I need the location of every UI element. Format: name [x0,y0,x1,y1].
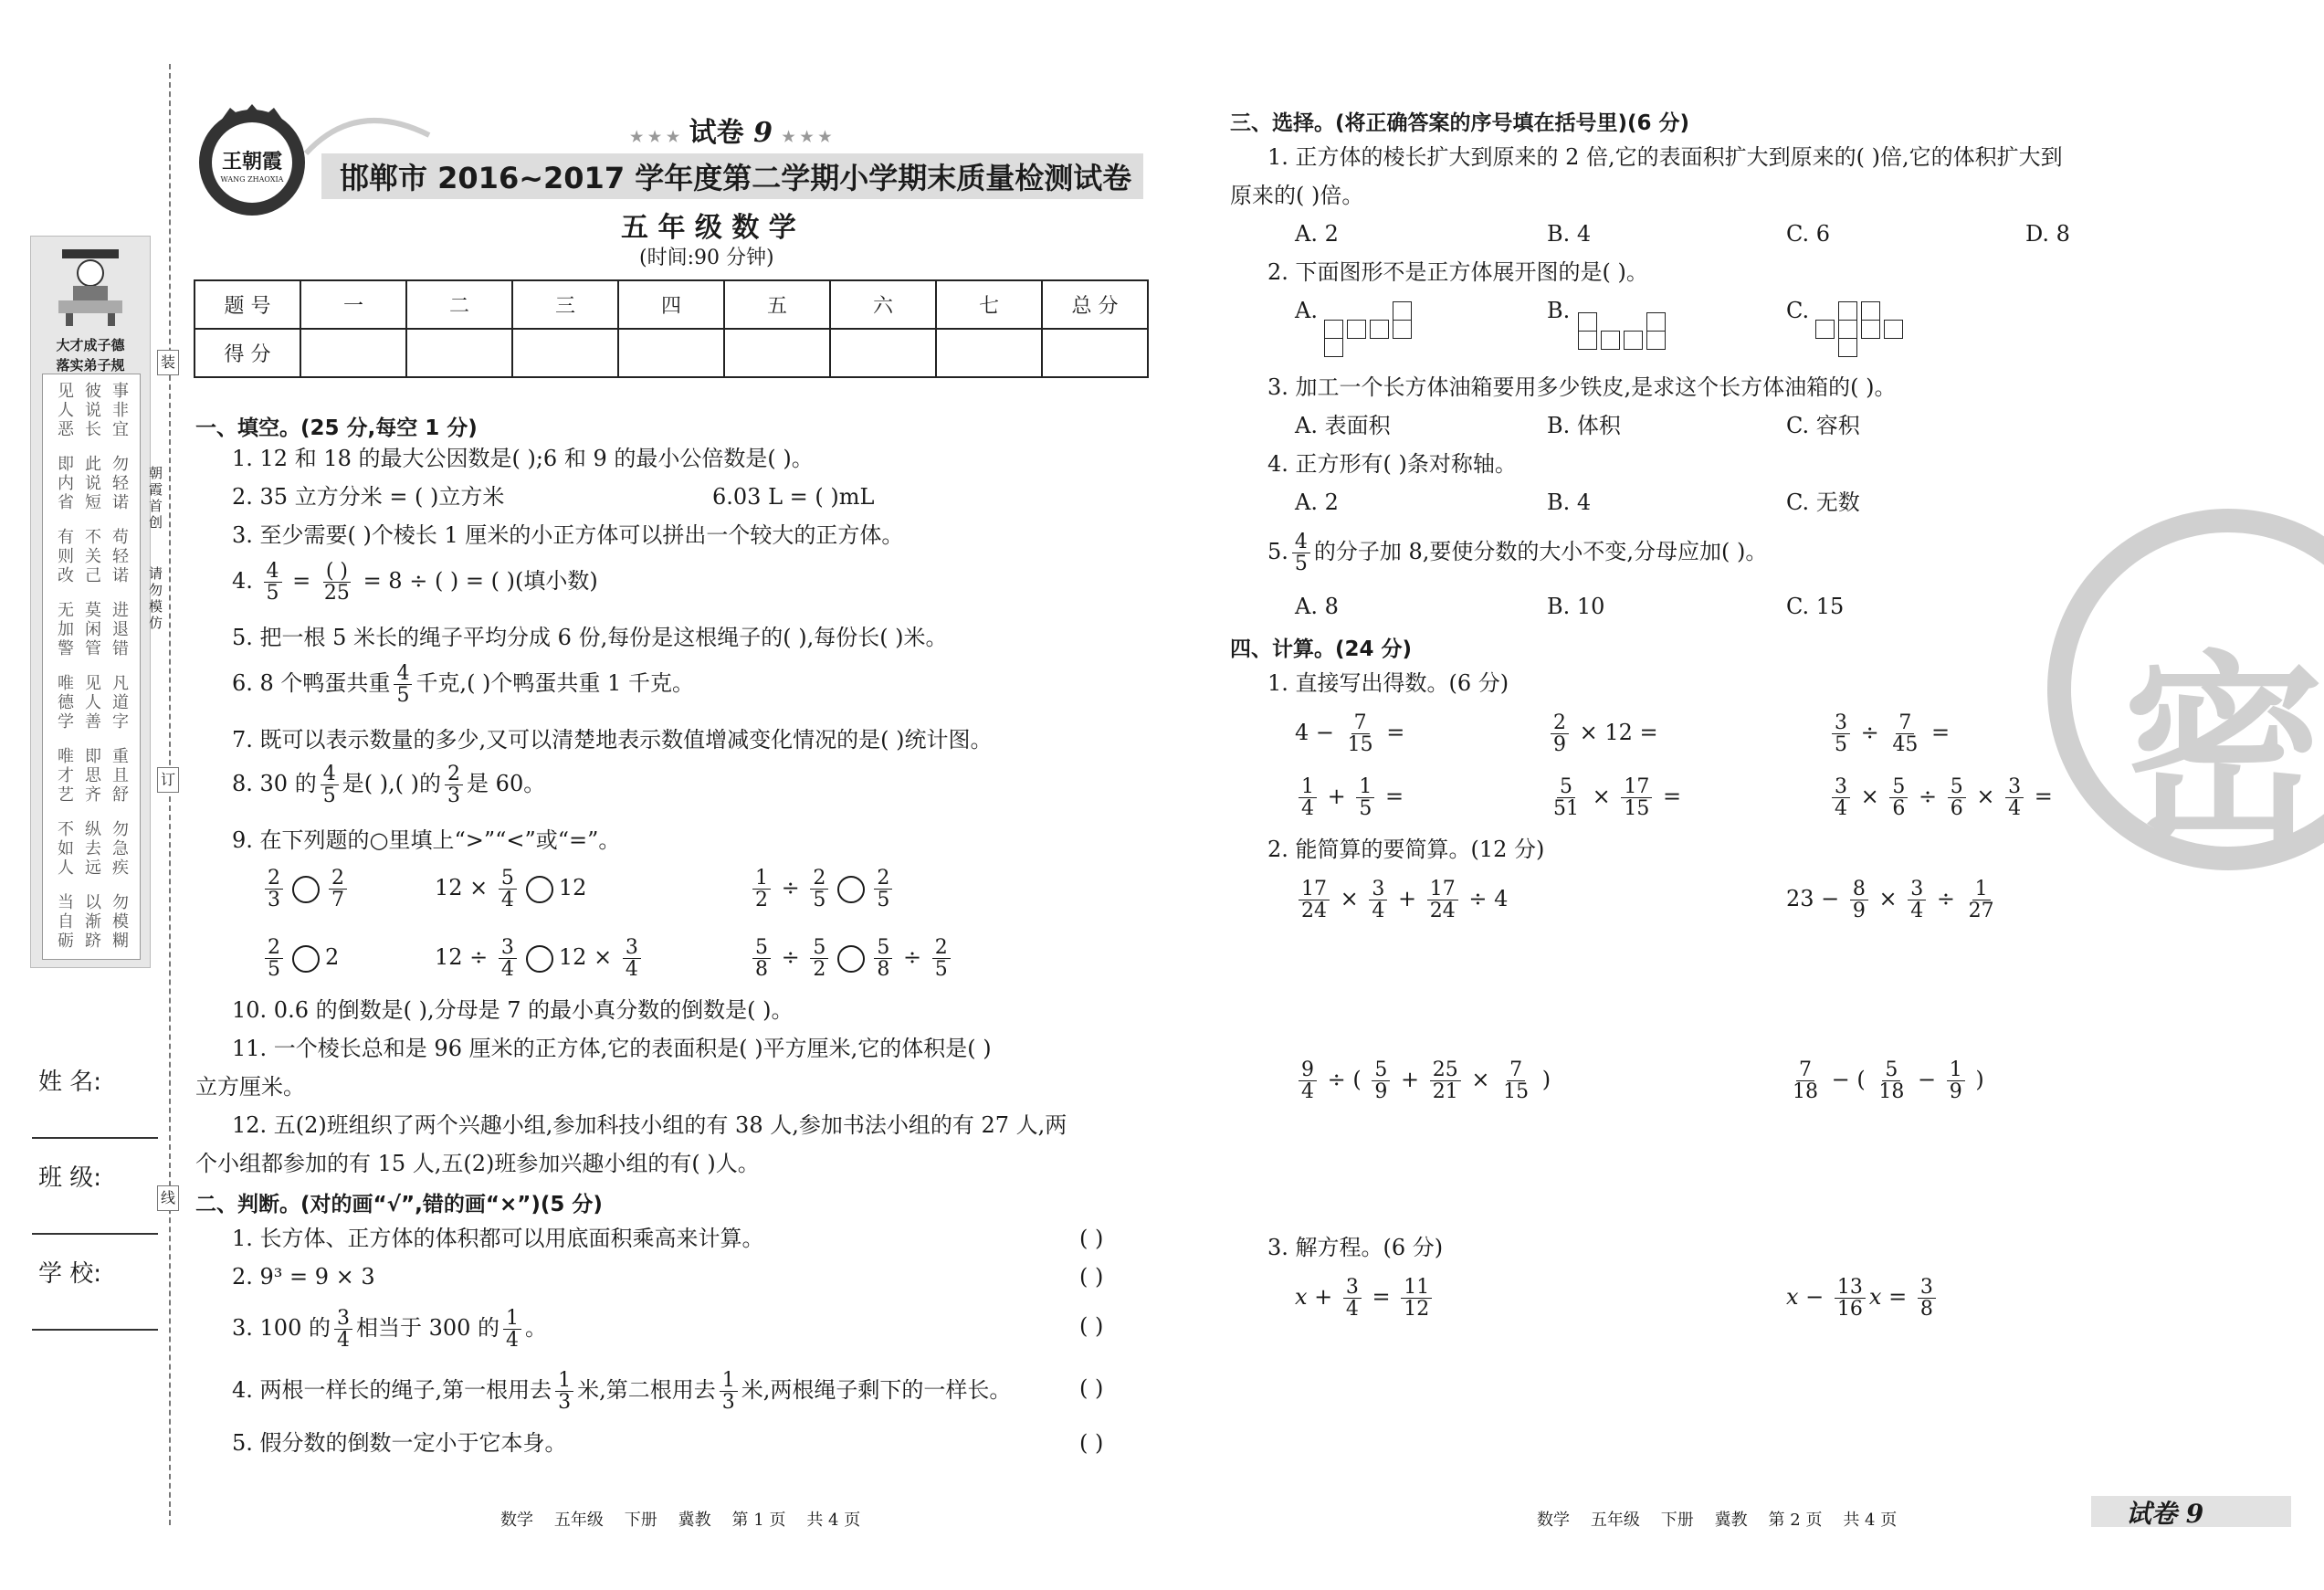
paper-label: ★ ★ ★ 试卷 9 ★ ★ ★ [630,117,832,149]
score-header: 总 分 [1042,280,1148,329]
notice-2: 请勿模仿 [147,566,163,632]
watermark-char: 密 [2123,631,2324,868]
s3-q3: 3. 加工一个长方体油箱要用多少铁皮,是求这个长方体油箱的( )。 [1267,374,1897,400]
logo [194,102,310,219]
poem-line: 纵去远 [82,820,101,878]
fraction: $\frac{4}{5}$ [394,663,412,706]
s1-q12a: 12. 五(2)班组织了两个兴趣小组,参加科技小组的有 38 人,参加书法小组的有 27 人,两 [232,1112,1067,1138]
compare-item: $\frac{1}{2}$ ÷ $\frac{2}{5}$ $\frac{2}{5}$ [749,868,896,911]
section1-heading: 一、填空。(25 分,每空 1 分) [195,416,478,440]
school-field[interactable] [32,1329,158,1331]
compare-circle[interactable] [837,945,865,973]
s1-q5: 5. 把一根 5 米长的绳子平均分成 6 份,每份是这根绳子的( ),每份长( )米。 [232,625,948,650]
option: C. [1786,298,1810,323]
calc-item: 23 − $\frac{8}{9}$ × $\frac{3}{4}$ ÷ $\frac{1}{27}$ [1786,878,1994,923]
page-title: 邯郸市 2016~2017 学年度第二学期小学期末质量检测试卷 [340,161,1132,195]
score-header: 四 [618,280,724,329]
s1-q2a: 2. 35 立方分米 = ( )立方米 [232,484,505,510]
motto-panel [30,236,151,968]
secret-watermark [2018,511,2324,868]
poem-line: 有则改 [55,528,74,585]
s1-q7: 7. 既可以表示数量的多少,又可以清楚地表示数值增减变化情况的是( )统计图。 [232,727,993,753]
poem-line: 即内省 [55,455,74,512]
s3-q4: 4. 正方形有( )条对称轴。 [1267,451,1517,477]
paper-label-text: 试卷 [689,117,744,149]
cube-net-b [1578,312,1678,358]
score-cell[interactable] [724,329,830,377]
answer-paren[interactable]: ( ) [1079,1313,1104,1339]
score-header: 二 [406,280,512,329]
answer-paren[interactable]: ( ) [1079,1226,1104,1251]
logo-subtext: WANG ZHAOXIA [220,175,284,184]
option: A. 2 [1295,221,1339,247]
s3-q1b: 原来的( )倍。 [1230,183,1364,208]
poem-line: 即思齐 [82,747,101,805]
class-label: 班 级: [38,1164,102,1192]
option: B. 4 [1547,490,1592,515]
footer-badge: 试卷 9 [2126,1499,2204,1529]
score-cell[interactable] [406,329,512,377]
poem-line: 当自砺 [55,893,74,951]
motto-bottom: 落实弟子规 [56,357,125,374]
s2-q1: 1. 长方体、正方体的体积都可以用底面积乘高来计算。 [232,1226,764,1251]
score-header: 三 [512,280,618,329]
name-field[interactable] [32,1137,158,1139]
poem-line: 此说短 [82,455,101,512]
score-row-label: 得 分 [195,329,300,377]
logo-text: 王朝霞 [221,150,282,174]
poem-line: 见人恶 [55,382,74,439]
option: D. 8 [2025,221,2070,247]
poem-line: 不如人 [55,820,74,878]
equation: x − $\frac{13}{16}$ x = $\frac{3}{8}$ [1786,1277,1940,1320]
notice-1: 朝霞首创 [147,466,163,532]
s2-q4: 4. 两根一样长的绳子,第一根用去 $\frac{1}{3}$ 米,第二根用去 $\frac{1}{3}$ 米,两根绳子剩下的一样长。 [232,1369,1012,1415]
option: A. 8 [1295,594,1339,619]
s2-q3: 3. 100 的 $\frac{3}{4}$ 相当于 300 的 $\frac{1}{4}$ 。 [232,1307,548,1353]
fraction: $\frac{4}{5}$ [264,561,282,604]
s1-q6: 6. 8 个鸭蛋共重 $\frac{4}{5}$ 千克,( )个鸭蛋共重 1 千克。 [232,662,694,708]
score-table [194,279,1149,378]
q-number: 4. [232,568,253,595]
score-cell[interactable] [830,329,936,377]
footer-left: 数学 五年级 下册 冀教 第 1 页 共 4 页 [500,1511,861,1530]
calc-item: $\frac{3}{4}$ × $\frac{5}{6}$ ÷ $\frac{5}{6}$ × $\frac{3}{4}$ = [1828,776,2053,819]
q4-rest: = 8 ÷ ( ) = ( )(填小数) [363,568,598,595]
poem-line: 苟轻诺 [110,528,129,585]
s1-q11a: 11. 一个棱长总和是 96 厘米的正方体,它的表面积是( )平方厘米,它的体积是( ) [232,1036,992,1061]
section4-heading: 四、计算。(24 分) [1230,637,1413,661]
score-cell[interactable] [936,329,1042,377]
poem-line: 见人善 [82,674,101,732]
poem-line: 莫闲管 [82,601,101,658]
s1-q3: 3. 至少需要( )个棱长 1 厘米的小正方体可以拼出一个较大的正方体。 [232,522,904,548]
option: C. 容积 [1786,413,1860,438]
poem-line: 勿轻诺 [110,455,129,512]
score-header: 题 号 [195,280,300,329]
s1-q10: 10. 0.6 的倒数是( ),分母是 7 的最小真分数的倒数是( )。 [232,997,794,1023]
s4-p2: 2. 能简算的要简算。(12 分) [1267,837,1545,862]
s1-q4: 4. $\frac{4}{5}$ = $\frac{( )}{25}$ = 8 ÷ ( ) = ( )(填小数) [232,560,598,605]
poem-line: 重且舒 [110,747,129,805]
s2-q2: 2. 9³ = 9 × 3 [232,1264,375,1290]
seal-char: 线 [157,1185,179,1211]
score-cell[interactable] [618,329,724,377]
compare-item: $\frac{2}{5}$ 2 [261,937,339,980]
option: A. 表面积 [1295,413,1391,438]
fraction: $\frac{( )}{25}$ [323,560,350,605]
compare-circle[interactable] [837,876,865,903]
section2-heading: 二、判断。(对的画“√”,错的画“×”)(5 分) [195,1193,603,1216]
s1-q8: 8. 30 的 $\frac{4}{5}$ 是( ),( )的 $\frac{2}{3}$ 是 60。 [232,763,546,808]
poem-line: 勿急疾 [110,820,129,878]
fraction: $\frac{4}{5}$ [321,763,339,806]
subject-title: 五 年 级 数 学 [621,212,796,244]
option: B. 10 [1547,594,1605,619]
compare-item: 12 ÷ $\frac{3}{4}$ 12 × $\frac{3}{4}$ [435,937,645,980]
calc-item: $\frac{17}{24}$ × $\frac{3}{4}$ + $\frac{17}{24}$ ÷ 4 [1295,879,1508,921]
calc-item: 4 − $\frac{7}{15}$ = [1295,711,1405,757]
score-header: 一 [300,280,406,329]
calc-item: $\frac{2}{9}$ × 12 = [1547,712,1658,755]
option: B. 4 [1547,221,1592,247]
option: C. 6 [1786,221,1831,247]
exam-time: (时间:90 分钟) [639,247,774,269]
answer-paren[interactable]: ( ) [1079,1430,1104,1456]
compare-item: $\frac{5}{8}$ ÷ $\frac{5}{2}$ $\frac{5}{8}$ ÷ $\frac{2}{5}$ [749,937,954,980]
compare-circle[interactable] [292,876,320,903]
poem-line: 以渐跻 [82,893,101,951]
s1-q1: 1. 12 和 18 的最大公因数是( );6 和 9 的最小公倍数是( )。 [232,446,814,471]
option: C. 15 [1786,594,1845,619]
option: B. [1547,298,1571,323]
paper-number: 9 [753,117,773,149]
s1-q2b: 6.03 L = ( )mL [712,484,875,510]
calc-item: $\frac{7}{18}$ − ( $\frac{5}{18}$ − $\frac{1}{9}$ ) [1793,1058,1984,1104]
left-margin [0,0,174,1590]
compare-circle[interactable] [292,945,320,973]
poem-line: 凡道字 [110,674,129,732]
score-header: 七 [936,280,1042,329]
option: C. 无数 [1786,490,1860,515]
school-label: 学 校: [38,1260,102,1288]
score-cell[interactable] [1042,329,1148,377]
s1-q11b: 立方厘米。 [195,1074,305,1100]
compare-circle[interactable] [526,945,553,973]
compare-circle[interactable] [526,876,553,903]
poem-line: 无加警 [55,601,74,658]
answer-paren[interactable]: ( ) [1079,1264,1104,1290]
s3-q2: 2. 下面图形不是正方体展开图的是( )。 [1267,259,1648,285]
score-header: 六 [830,280,936,329]
binding-line [169,64,171,1525]
s4-p1: 1. 直接写出得数。(6 分) [1267,670,1509,696]
s2-q5: 5. 假分数的倒数一定小于它本身。 [232,1430,567,1456]
poem-line: 进退错 [110,601,129,658]
fraction: $\frac{2}{3}$ [445,763,463,806]
s3-q5: 5. $\frac{4}{5}$ 的分子加 8,要使分数的大小不变,分母应加( )。 [1267,531,1768,576]
poem-block [42,374,141,960]
poem-line: 事非宜 [110,382,129,439]
poem-line: 唯才艺 [55,747,74,805]
score-cell[interactable] [512,329,618,377]
seal-char: 订 [157,767,179,793]
poem-line: 不关己 [82,528,101,585]
compare-item: 12 × $\frac{5}{4}$ 12 [435,867,587,912]
answer-paren[interactable]: ( ) [1079,1375,1104,1401]
section3-heading: 三、选择。(将正确答案的序号填在括号里)(6 分) [1230,111,1690,135]
option: A. [1295,298,1318,323]
poem-line: 彼说长 [82,382,101,439]
s3-q1a: 1. 正方体的棱长扩大到原来的 2 倍,它的表面积扩大到原来的( )倍,它的体积扩大到 [1267,144,2063,170]
poem-line: 勿模糊 [110,893,129,951]
s4-p3: 3. 解方程。(6 分) [1267,1235,1444,1260]
calc-item: $\frac{1}{4}$ + $\frac{1}{5}$ = [1295,776,1404,819]
class-field[interactable] [32,1233,158,1235]
option: B. 体积 [1547,413,1621,438]
equation: x + $\frac{3}{4}$ = $\frac{11}{12}$ [1295,1277,1435,1320]
calc-item: $\frac{5}{51}$ × $\frac{17}{15}$ = [1553,775,1682,821]
cube-net-a [1324,301,1425,370]
option: A. 2 [1295,490,1339,515]
seal-char: 装 [157,350,179,375]
name-label: 姓 名: [38,1069,102,1096]
cube-net-c [1815,301,1916,370]
compare-item: $\frac{2}{3}$ $\frac{2}{7}$ [261,868,351,911]
score-header: 五 [724,280,830,329]
s1-q9: 9. 在下列题的○里填上“>”“<”或“=”。 [232,827,621,853]
footer-right: 数学 五年级 下册 冀教 第 2 页 共 4 页 [1537,1511,1898,1530]
calc-item: $\frac{3}{5}$ ÷ $\frac{7}{45}$ = [1828,712,1950,755]
scholar-icon [53,246,128,328]
motto-top: 大才成子德 [56,337,125,353]
poem-line: 唯德学 [55,674,74,732]
s1-q12b: 个小组都参加的有 15 人,五(2)班参加兴趣小组的有( )人。 [195,1151,760,1176]
score-cell[interactable] [300,329,406,377]
calc-item: $\frac{9}{4}$ ÷ ( $\frac{5}{9}$ + $\frac{25}{21}$ × $\frac{7}{15}$ ) [1295,1059,1551,1102]
